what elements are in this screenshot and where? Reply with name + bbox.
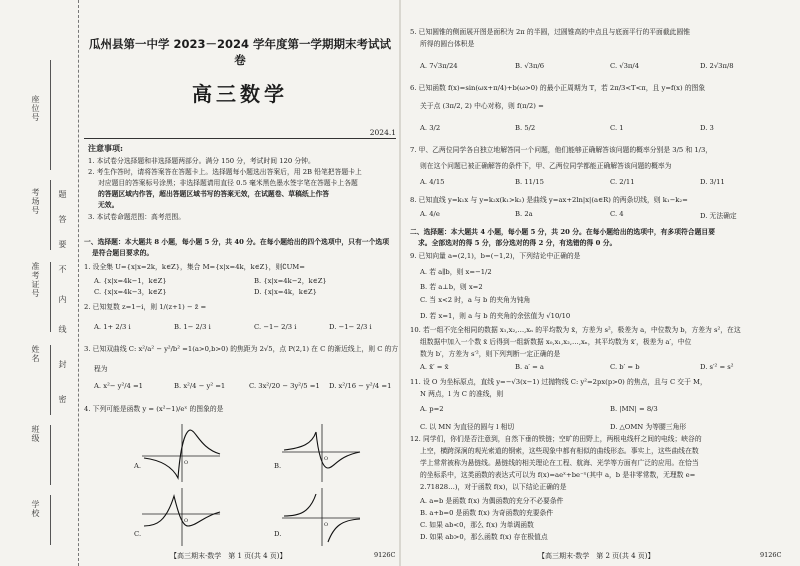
q7-option-a: A. 4/15: [420, 178, 445, 186]
question-12-cont: 学上常常被称为悬链线。悬链线的相关理论在工程、航海、光学等方面有广泛的应用。在恰当: [420, 459, 699, 467]
seal-char: 封: [58, 360, 67, 368]
question-8: 8. 已知直线 y=k₁x 与 y=k₂x(k₁>k₂) 是曲线 y=ax+2ln|x|(a∈R) 的两条切线，则 k₁−k₂=: [410, 196, 688, 204]
margin-line: [50, 262, 51, 332]
notice-line: 1. 本试卷分选择题和非选择题两部分。满分 150 分，考试时间 120 分钟。: [88, 157, 315, 165]
question-5-cont: 所得的圆台体积是: [420, 40, 475, 48]
exam-number-label: 准考证号: [31, 262, 40, 298]
question-6-cont: 关于点 (3π/2, 2) 中心对称，则 f(π/2) =: [420, 102, 544, 110]
section-one-heading: 一、选择题：本大题共 8 小题，每小题 5 分，共 40 分。在每小题给出的四个选项中，只有一个选项: [84, 238, 389, 246]
name-label: 姓名: [31, 345, 40, 363]
question-6: 6. 已知函数 f(x)=sin(ωx+π/4)+b(ω>0) 的最小正周期为 T，若 2π/3<T<π，且 y=f(x) 的图象: [410, 84, 706, 92]
page-fold: [399, 0, 401, 566]
subject-title: 高三数学: [192, 82, 288, 106]
q12-option-c: C. 如果 ab<0，那么 f(x) 为单调函数: [420, 521, 534, 529]
q10-option-c: C. b′ = b: [610, 363, 640, 371]
question-12-cont: 上空，横跨深涧的观光索道的钢索，这些现象中都有相似的曲线形态。事实上，这些曲线在数: [420, 447, 699, 455]
page-footer: 【高三期末·数学 第 1 页(共 4 页)】: [170, 552, 287, 560]
q4-option-d: D.: [274, 530, 282, 538]
question-1: 1. 设全集 U={x|x=2k，k∈Z}，集合 M={x|x=4k，k∈Z}，则∁UM=: [84, 263, 305, 271]
notice-heading: 注意事项:: [88, 143, 123, 153]
binding-margin: [0, 0, 79, 566]
q6-option-d: D. 3: [700, 124, 714, 132]
q12-option-b: B. a+b=0 是函数 f(x) 为奇函数的充要条件: [420, 509, 554, 517]
question-3: 3. 已知双曲线 C: x²/a² − y²/b² =1(a>0,b>0) 的焦距为 2√5，点 P(2,1) 在 C 的渐近线上，则 C 的方: [84, 345, 399, 353]
question-7-cont: 则在这个问题已被正确解答的条件下，甲、乙两位同学都能正确解答该问题的概率为: [420, 162, 672, 170]
exam-room-label: 考场号: [31, 188, 40, 215]
notice-line: 3. 本试卷命题范围：高考范围。: [88, 213, 186, 221]
q2-option-a: A. 1+ 2/3 i: [94, 323, 131, 331]
svg-text:O: O: [324, 456, 329, 462]
q5-option-d: D. 2√3π/8: [700, 62, 734, 70]
question-11-cont: N 两点，l 为 C 的准线，则: [420, 390, 504, 398]
seal-char: 线: [58, 325, 67, 333]
question-10-cont: 数为 b′，方差为 s′²，则下列判断一定正确的是: [420, 350, 561, 358]
question-9: 9. 已知向量 a=(2,1)，b=(−1,2)，下列结论中正确的是: [410, 252, 581, 260]
q12-option-a: A. a=b 是函数 f(x) 为偶函数的充分不必要条件: [420, 497, 564, 505]
q10-option-a: A. x̄′ = x̄: [420, 363, 449, 371]
question-5: 5. 已知圆锥的侧面展开图是面积为 2π 的半圆，过圆锥高的中点且与底面平行的平面截此圆锥: [410, 28, 691, 36]
notice-line: 对应题目的答案标号涂黑；非选择题请用直径 0.5 毫米黑色墨水签字笔在答题卡上各题: [98, 179, 358, 187]
seal-char: 密: [58, 395, 67, 403]
q10-option-d: D. s′² = s²: [700, 363, 734, 371]
school-label: 学校: [31, 500, 40, 518]
section-two-heading-cont: 求。全部选对的得 5 分，部分选对的得 2 分，有选错的得 0 分。: [418, 239, 617, 247]
notice-line: 无效。: [98, 201, 119, 209]
margin-line: [50, 60, 51, 170]
q2-option-d: D. −1− 2/3 i: [329, 323, 372, 331]
q3-option-c: C. 3x²/20 − 3y²/5 =1: [249, 382, 320, 390]
q8-option-d: D. 无法确定: [700, 212, 737, 220]
question-12: 12. 同学们，你们是否注意到，自然下垂的铁链；空旷的田野上，两根电线杆之间的电线；峡谷的: [410, 435, 702, 443]
question-12-cont: 的坐标系中，这类函数的表达式可以为 f(x)=aeˣ+be⁻ˣ(其中 a，b 是非零常数，无理数 e=: [420, 471, 696, 479]
question-11: 11. 设 O 为坐标原点，直线 y=−√3(x−1) 过抛物线 C: y²=2px(p>0) 的焦点，且与 C 交于 M，: [410, 378, 707, 386]
q11-option-b: B. |MN| = 8/3: [610, 405, 658, 413]
q11-option-d: D. △OMN 为等腰三角形: [610, 423, 687, 431]
paper-code: 9126C: [760, 551, 782, 559]
section-two-heading: 二、选择题：本大题共 4 小题，每小题 5 分，共 20 分。在每小题给出的选项中，有多项符合题目要: [410, 228, 715, 236]
q10-option-b: B. a′ = a: [515, 363, 544, 371]
q1-option-b: B. {x|x=4k−2，k∈Z}: [254, 277, 327, 285]
q4-option-c: C.: [134, 530, 142, 538]
q9-option-a: A. 若 a∥b，则 x=−1/2: [420, 268, 492, 276]
q4-graph-a: [140, 422, 222, 484]
q2-option-b: B. 1− 2/3 i: [174, 323, 211, 331]
exam-title: 瓜州县第一中学 2023－2024 学年度第一学期期末考试试卷: [88, 37, 392, 67]
paper-code: 9126C: [374, 551, 396, 559]
question-10-cont: 组数据中加入一个数 x̄ 后得到一组新数据 x₀,x₁,x₂,…,xₙ，其平均数为 x̄′，极差为 a′，中位: [420, 338, 692, 346]
q2-option-c: C. −1− 2/3 i: [254, 323, 297, 331]
class-label: 班级: [31, 425, 40, 443]
margin-line: [50, 180, 51, 250]
question-7: 7. 甲、乙两位同学各自独立地解答同一个问题，他们能够正确解答该问题的概率分别是 3/5 和 1/3，: [410, 146, 713, 154]
q5-option-b: B. √3π/6: [515, 62, 545, 70]
q4-graph-d: [280, 486, 362, 548]
q4-option-b: B.: [274, 462, 282, 470]
section-one-heading-cont: 是符合题目要求的。: [92, 249, 154, 257]
svg-text:O: O: [324, 522, 329, 528]
q11-option-a: A. p=2: [420, 405, 444, 413]
seat-number-label: 座位号: [31, 95, 40, 122]
margin-line: [50, 345, 51, 415]
seal-char: 题: [58, 190, 67, 198]
seal-char: 内: [58, 295, 67, 303]
q3-option-d: D. x²/16 − y²/4 =1: [329, 382, 392, 390]
svg-text:O: O: [184, 518, 189, 524]
q9-option-d: D. 若 x=1，则 a 与 b 的夹角的余弦值为 √10/10: [420, 312, 571, 320]
q4-option-a: A.: [134, 462, 142, 470]
title-rule: [84, 138, 396, 139]
exam-date: 2024.1: [369, 128, 396, 137]
question-4: 4. 下列可能是函数 y = (x²−1)/eˣ 的图象的是: [84, 405, 224, 413]
question-12-cont: 2.71828…)，对于函数 f(x)，以下结论正确的是: [420, 483, 567, 491]
question-3-cont: 程为: [94, 365, 108, 373]
q3-option-b: B. x²/4 − y² =1: [174, 382, 226, 390]
q7-option-d: D. 3/11: [700, 178, 725, 186]
q1-option-a: A. {x|x=4k−1，k∈Z}: [94, 277, 167, 285]
q1-option-c: C. {x|x=4k−3，k∈Z}: [94, 288, 167, 296]
question-2: 2. 已知复数 z=1−i，则 1/(z+1) − z̄ =: [84, 303, 207, 311]
q8-option-c: C. 4: [610, 210, 624, 218]
q11-option-c: C. 以 MN 为直径的圆与 l 相切: [420, 423, 515, 431]
notice-line: 2. 考生作答时，请将答案答在答题卡上。选择题每小题选出答案后，用 2B 铅笔把答题卡上: [88, 168, 362, 176]
seal-char: 要: [58, 240, 67, 248]
q6-option-b: B. 5/2: [515, 124, 536, 132]
q6-option-c: C. 1: [610, 124, 624, 132]
q4-graph-b: [280, 422, 362, 484]
q9-option-c: C. 当 x<2 时，a 与 b 的夹角为钝角: [420, 296, 531, 304]
seal-char: 不: [58, 265, 67, 273]
q3-option-a: A. x²− y²/4 =1: [94, 382, 144, 390]
q8-option-b: B. 2a: [515, 210, 533, 218]
seal-char: 答: [58, 215, 67, 223]
q5-option-a: A. 7√3π/24: [420, 62, 458, 70]
margin-line: [50, 425, 51, 485]
q6-option-a: A. 3/2: [420, 124, 441, 132]
q8-option-a: A. 4/e: [420, 210, 440, 218]
q9-option-b: B. 若 a⊥b，则 x=2: [420, 283, 483, 291]
q5-option-c: C. √3π/4: [610, 62, 640, 70]
question-10: 10. 若一组不完全相同的数据 x₁,x₂,…,xₙ 的平均数为 x̄，方差为 s²，极差为 a，中位数为 b，方差为 s²，在这: [410, 326, 741, 334]
q12-option-d: D. 如果 ab>0，那么函数 f(x) 存在极值点: [420, 533, 548, 541]
q7-option-b: B. 11/15: [515, 178, 544, 186]
q7-option-c: C. 2/11: [610, 178, 635, 186]
svg-text:O: O: [184, 460, 189, 466]
q1-option-d: D. {x|x=4k，k∈Z}: [254, 288, 317, 296]
notice-line: 的答题区域内作答，超出答题区域书写的答案无效，在试题卷、草稿纸上作答: [98, 190, 330, 198]
margin-line: [50, 495, 51, 545]
page-footer: 【高三期末·数学 第 2 页(共 4 页)】: [538, 552, 655, 560]
q4-graph-c: [140, 486, 222, 548]
